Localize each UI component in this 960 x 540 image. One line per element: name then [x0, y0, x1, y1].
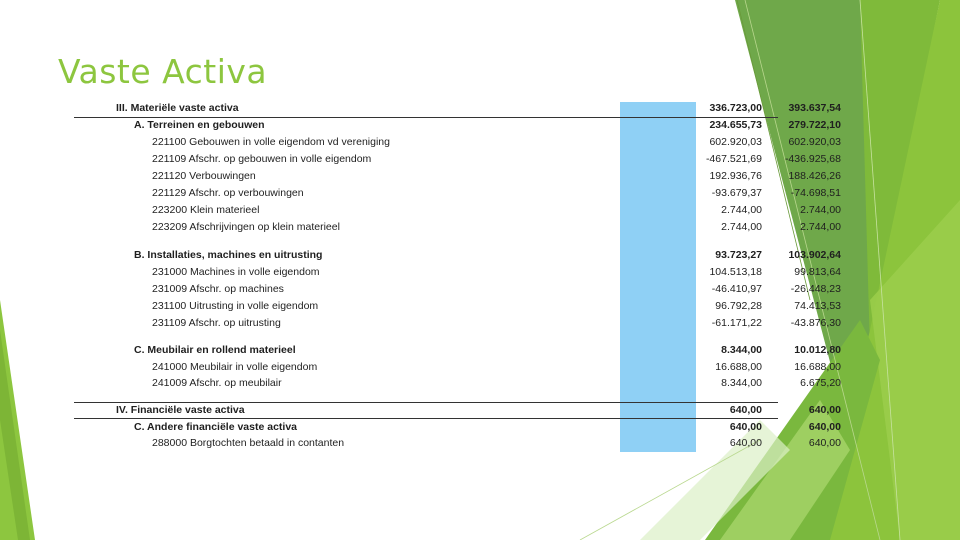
row-value-current: -93.679,37: [711, 187, 762, 199]
row-label: 241009 Afschr. op meubilair: [152, 377, 282, 389]
row-label: 223200 Klein materieel: [152, 204, 260, 216]
balance-table: [72, 100, 841, 454]
row-value-previous: 10.012,80: [794, 344, 841, 356]
table-row: [72, 419, 841, 435]
row-value-previous: 279.722,10: [788, 119, 841, 131]
row-value-current: -46.410,97: [711, 283, 762, 295]
table-row: [72, 100, 841, 116]
row-value-previous: 2.744,00: [800, 221, 841, 233]
table-row: [72, 359, 841, 375]
row-value-current: 192.936,76: [709, 170, 762, 182]
row-value-previous: 2.744,00: [800, 204, 841, 216]
row-value-previous: 16.688,00: [794, 361, 841, 373]
row-label: C. Meubilair en rollend materieel: [134, 344, 296, 356]
table-row: [72, 134, 841, 150]
row-value-current: 2.744,00: [721, 221, 762, 233]
row-value-current: 234.655,73: [709, 119, 762, 131]
row-value-current: 602.920,03: [709, 136, 762, 148]
row-value-current: 640,00: [729, 404, 762, 416]
row-value-current: 8.344,00: [721, 344, 762, 356]
table-row: [72, 402, 841, 418]
row-value-previous: 188.426,26: [788, 170, 841, 182]
row-label: B. Installaties, machines en uitrusting: [134, 249, 323, 261]
row-value-current: 2.744,00: [721, 204, 762, 216]
table-row: [72, 185, 841, 201]
row-value-current: 93.723,27: [715, 249, 762, 261]
row-value-previous: 602.920,03: [788, 136, 841, 148]
row-label: 231109 Afschr. op uitrusting: [152, 317, 281, 329]
row-value-current: 96.792,28: [715, 300, 762, 312]
row-label: III. Materiële vaste activa: [116, 102, 239, 114]
row-label: 231000 Machines in volle eigendom: [152, 266, 320, 278]
row-label: 223209 Afschrijvingen op klein materieel: [152, 221, 340, 233]
row-value-current: -467.521,69: [705, 153, 762, 165]
row-label: 221109 Afschr. op gebouwen in volle eigendom: [152, 153, 372, 165]
row-value-current: 640,00: [729, 437, 762, 449]
row-value-previous: 99.813,64: [794, 266, 841, 278]
row-value-previous: -436.925,68: [784, 153, 841, 165]
row-label: 288000 Borgtochten betaald in contanten: [152, 437, 345, 449]
row-value-current: -61.171,22: [711, 317, 762, 329]
row-value-previous: 6.675,20: [800, 377, 841, 389]
slide-title: Vaste Activa: [58, 52, 268, 91]
row-label: 221120 Verbouwingen: [152, 170, 256, 182]
row-value-previous: 74.413,53: [794, 300, 841, 312]
row-value-previous: -74.698,51: [790, 187, 841, 199]
row-value-previous: -43.876,30: [790, 317, 841, 329]
row-value-current: 336.723,00: [709, 102, 762, 114]
table-row: [72, 342, 841, 358]
table-row: [72, 219, 841, 235]
table-row: [72, 435, 841, 451]
table-row: [72, 298, 841, 314]
table-row: [72, 264, 841, 280]
row-label: 241000 Meubilair in volle eigendom: [152, 361, 318, 373]
row-label: A. Terreinen en gebouwen: [134, 119, 265, 131]
row-value-previous: 640,00: [808, 404, 841, 416]
row-label: 231009 Afschr. op machines: [152, 283, 284, 295]
table-row: [72, 168, 841, 184]
row-value-previous: -26.448,23: [790, 283, 841, 295]
table-row: [72, 151, 841, 167]
table-row: [72, 375, 841, 391]
row-label: 231100 Uitrusting in volle eigendom: [152, 300, 319, 312]
row-value-current: 640,00: [729, 421, 762, 433]
row-value-previous: 103.902,64: [788, 249, 841, 261]
table-row: [72, 315, 841, 331]
row-label: 221100 Gebouwen in volle eigendom vd vereniging: [152, 136, 390, 148]
row-value-previous: 393.637,54: [788, 102, 841, 114]
row-value-current: 16.688,00: [715, 361, 762, 373]
table-row: [72, 281, 841, 297]
row-value-current: 8.344,00: [721, 377, 762, 389]
table-row: [72, 202, 841, 218]
row-label: C. Andere financiële vaste activa: [134, 421, 298, 433]
row-value-previous: 640,00: [808, 437, 841, 449]
table-row: [72, 117, 841, 133]
row-value-current: 104.513,18: [709, 266, 762, 278]
row-label: IV. Financiële vaste activa: [116, 404, 245, 416]
row-value-previous: 640,00: [808, 421, 841, 433]
table-row: [72, 247, 841, 263]
row-label: 221129 Afschr. op verbouwingen: [152, 187, 304, 199]
